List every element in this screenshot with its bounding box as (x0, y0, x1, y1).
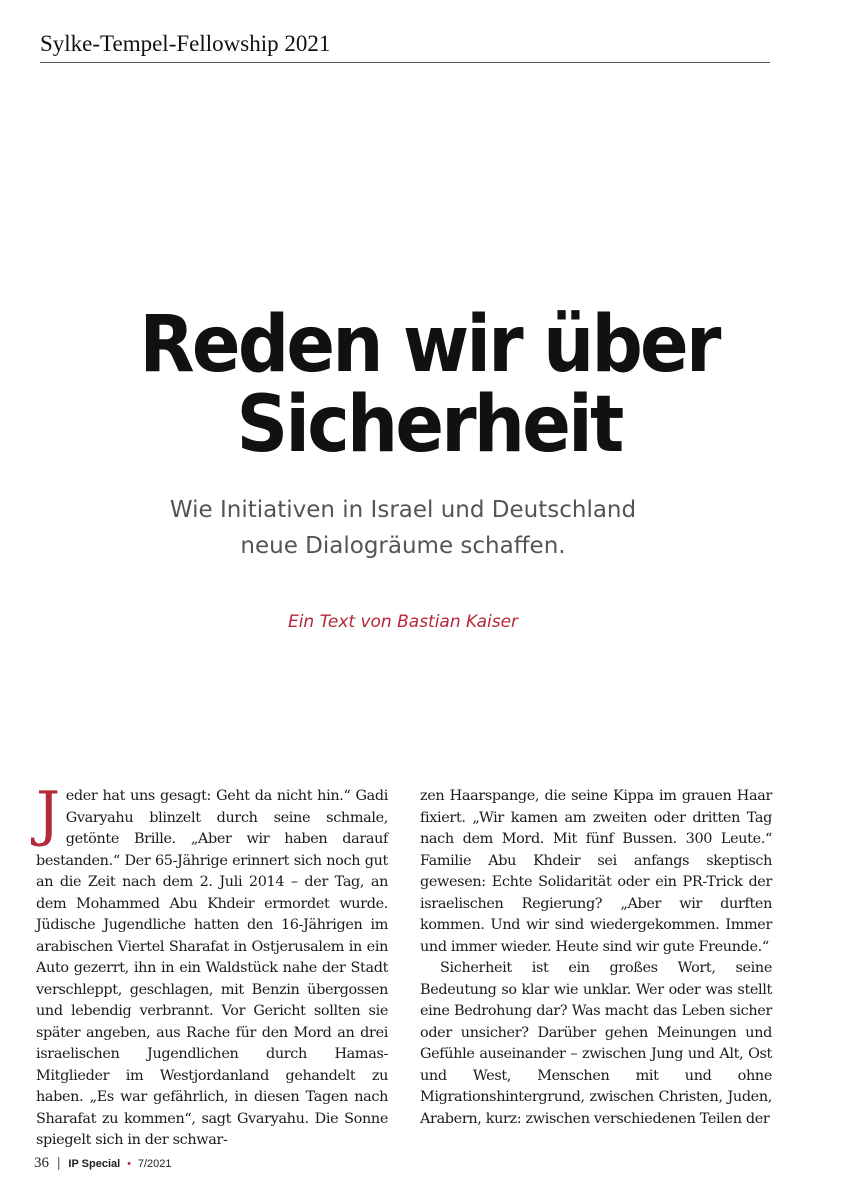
footer-bullet: • (127, 1158, 131, 1170)
body-paragraph: Sicherheit ist ein großes Wort, seine Bedeutung so klar wie unklar. Wer oder was stellt eine Bedrohung dar? Was macht das Leben sicher oder unsicher? Darüber gehen Meinungen und Gefühle auseinander – zwischen Jung und Alt, Ost und West, Menschen mit und ohne Migrationshintergrund, zwischen Christen, Juden, Arabern, kurz: zwischen verschiedenen Teilen der (420, 960, 772, 1127)
running-header (40, 30, 770, 63)
headline-line-2: Sicherheit (236, 380, 622, 470)
body-paragraph (36, 779, 388, 1152)
subtitle-line-2: neue Dialogräume schaffen. (240, 533, 566, 559)
author-byline: Ein Text von Bastian Kaiser (287, 612, 519, 632)
drop-cap: J (36, 779, 60, 849)
headline-line-1: Reden wir über (139, 300, 719, 390)
magazine-name: IP Special (68, 1158, 121, 1170)
footer-separator: | (56, 1154, 61, 1170)
section-title: Sylke-Tempel-Fellowship 2021 (40, 31, 331, 56)
body-column-right (420, 786, 772, 1130)
body-paragraph: zen Haarspange, die seine Kippa im grauen Haar fixiert. „Wir kamen am zweiten oder dritten Tag nach dem Mord. Mit fünf Bussen. 300 Leute.“ Familie Abu Khdeir sei anfangs skeptisch gewesen: Echte Solidarität oder ein PR-Trick der israelischen Regierung? „Aber wir durften kommen. Und wir sind wiedergekommen. Immer und immer wieder. Heute sind wir gute Freunde.“ (420, 788, 772, 955)
body-column-left (36, 779, 388, 1152)
subtitle-line-1: Wie Initiativen in Israel und Deutschland (169, 497, 637, 523)
issue-number: 7/2021 (137, 1158, 172, 1170)
article-headline (34, 300, 823, 470)
article-subtitle (0, 492, 806, 564)
left-column-text: eder hat uns gesagt: Geht da nicht hin.“ Gadi Gvaryahu blinzelt durch seine schmale, getönte Brille. „Aber wir haben darauf bestanden.“ Der 65-Jährige erinnert sich noch gut an die Zeit nach dem 2. Juli 2014 – der Tag, an dem Mohammed Abu Khdeir ermordet wurde. Jüdische Jugendliche hatten den 16-Jährigen im arabischen Viertel Sharafat in Ostjerusalem in ein Auto gezerrt, ihn in ein Waldstück nahe der Stadt verschleppt, geschlagen, mit Benzin übergossen und lebendig verbrannt. Vor Gericht sollten sie später angeben, aus Rache für den Mord an drei israelischen Jugendlichen durch Hamas-Mitglieder im Westjordanland gehandelt zu haben. „Es war gefährlich, in diesen Tagen nach Sharafat zu kommen“, sagt Gvaryahu. Die Sonne spiegelt sich in der schwar- (36, 788, 388, 1148)
page-footer (34, 1154, 172, 1172)
page-number: 36 (34, 1155, 49, 1171)
